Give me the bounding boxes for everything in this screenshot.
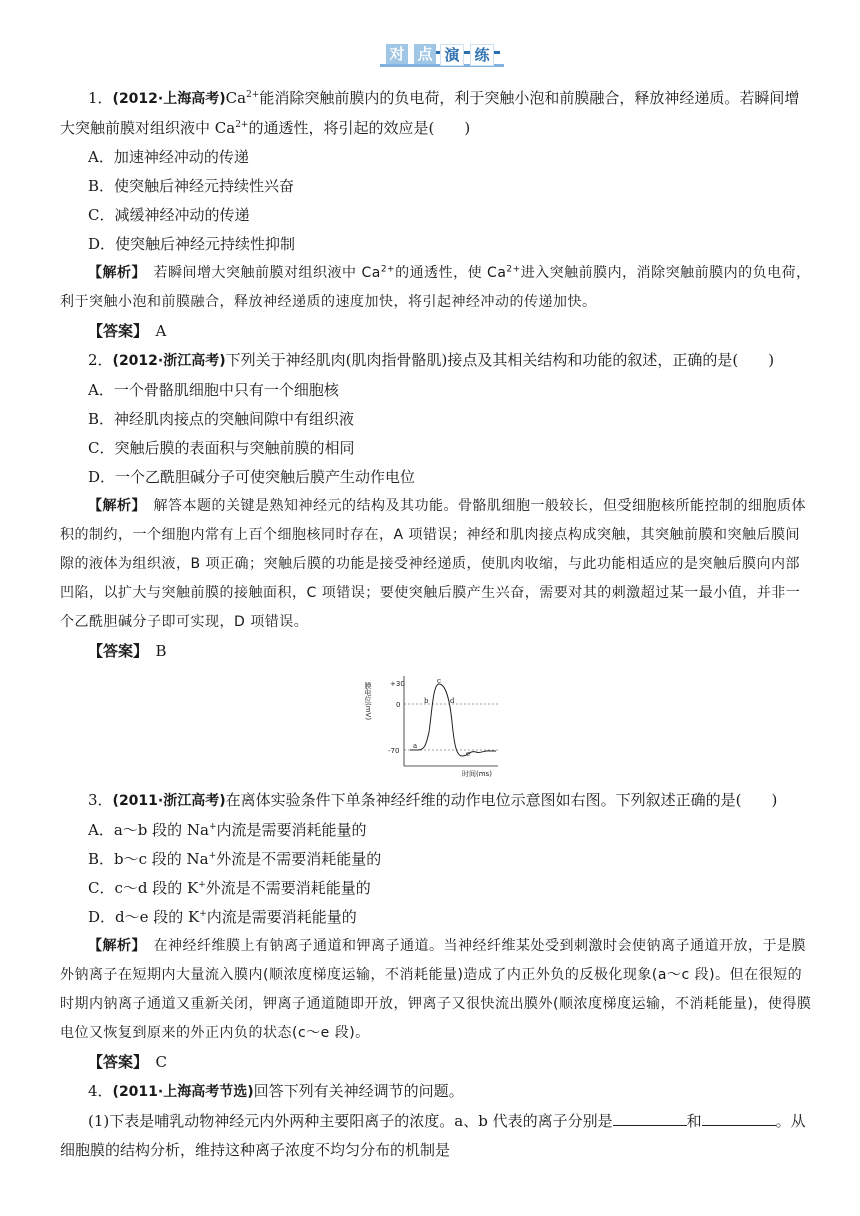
analysis-text: 在神经纤维膜上有钠离子通道和钾离子通道。当神经纤维某处受到刺激时会使钠离子通道开放，于是膜外钠离子在短期内大量流入膜内(顺浓度梯度运输，不消耗能量)造成了内正外负的反极化现象(a～c 段)。但在很短的时期内钠离子通道又重新关闭，钾离子通道随即开放，钾离子又很快流出膜外(顺浓度梯度运输，不消耗能量)，使得膜电位又恢复到原来的外正内负的状态(c～e 段)。 xyxy=(60,938,812,1041)
question-source: (2011·浙江高考) xyxy=(112,793,226,809)
point-label: e xyxy=(466,750,471,758)
option-b: B．使突触后神经元持续性兴奋 xyxy=(88,177,295,195)
answer-label: 【答案】 xyxy=(88,1053,141,1071)
stem-text: 和 xyxy=(686,1112,702,1130)
option-text: 内流是需要消耗能量的 xyxy=(216,821,367,839)
analysis-2 xyxy=(60,492,812,637)
superscript: 2+ xyxy=(380,264,396,275)
point-label: a xyxy=(413,742,418,750)
answer-3 xyxy=(60,1048,812,1077)
answer-value: B xyxy=(155,642,167,660)
answer-label: 【答案】 xyxy=(88,322,141,340)
banner-char: 演 xyxy=(440,44,464,66)
option-b xyxy=(60,845,812,874)
question-4-stem xyxy=(60,1077,812,1107)
stem-text: (1)下表是哺乳动物神经元内外两种主要阳离子的浓度。a、b 代表的离子分别是 xyxy=(88,1112,613,1130)
stem-text: 的通透性，将引起的效应是( ) xyxy=(248,119,471,137)
analysis-text: 若瞬间增大突触前膜对组织液中 Ca xyxy=(139,265,381,281)
analysis-label: 【解析】 xyxy=(88,498,139,514)
answer-value: A xyxy=(155,322,167,340)
tick-label: +30 xyxy=(390,680,405,688)
superscript: 2+ xyxy=(235,120,249,130)
answer-value: C xyxy=(155,1053,168,1071)
question-number: 4． xyxy=(88,1082,113,1100)
stem-text: 在离体实验条件下单条神经纤维的动作电位示意图如右图。下列叙述正确的是( ) xyxy=(225,791,778,809)
option-text: 内流是需要消耗能量的 xyxy=(206,908,357,926)
banner-char: 点 xyxy=(414,44,436,64)
question-source: (2012·上海高考) xyxy=(112,91,226,107)
superscript: + xyxy=(208,822,217,832)
stem-text: 能消除突触前膜内的负电荷，利于突触小泡和前膜融合，释放神经递质。若瞬间增大突触前膜对组织液中 Ca xyxy=(60,89,800,137)
point-label: c xyxy=(437,677,441,685)
banner-char: 对 xyxy=(386,44,408,64)
question-4-sub-1 xyxy=(60,1107,812,1165)
tick-label: -70 xyxy=(388,747,400,755)
answer-blank[interactable] xyxy=(613,1111,687,1126)
option-text: B．b～c 段的 Na xyxy=(88,850,209,868)
question-number: 3． xyxy=(88,791,113,809)
banner-dash xyxy=(494,51,500,54)
section-banner xyxy=(376,38,508,70)
stem-text: 。从细胞膜的结构分析，维持这种离子浓度不均匀分布的机制是 xyxy=(60,1112,806,1159)
answer-label: 【答案】 xyxy=(88,642,141,660)
analysis-label: 【解析】 xyxy=(88,938,139,954)
option-d: D．使突触后神经元持续性抑制 xyxy=(88,235,296,253)
option-c xyxy=(60,874,812,903)
option-text: C．c～d 段的 K xyxy=(88,879,199,897)
question-number: 2． xyxy=(88,351,113,369)
option-d: D．一个乙酰胆碱分子可使突触后膜产生动作电位 xyxy=(88,468,416,486)
option-text: A．a～b 段的 Na xyxy=(88,821,209,839)
banner-char: 练 xyxy=(470,44,494,66)
option-c: C．减缓神经冲动的传递 xyxy=(88,206,250,224)
question-2-stem xyxy=(60,346,812,376)
option-b: B．神经肌肉接点的突触间隙中有组织液 xyxy=(88,410,355,428)
stem-text: 回答下列有关神经调节的问题。 xyxy=(253,1082,464,1100)
point-label: d xyxy=(450,697,455,705)
option-c: C．突触后膜的表面积与突触前膜的相同 xyxy=(88,439,355,457)
superscript: + xyxy=(199,909,207,919)
superscript: 2+ xyxy=(246,90,260,100)
option-text: D．d～e 段的 K xyxy=(88,908,200,926)
stem-text: Ca xyxy=(225,89,247,107)
answer-blank[interactable] xyxy=(702,1111,776,1126)
superscript: + xyxy=(198,880,206,890)
y-axis-label: 膜电位(mV) xyxy=(364,682,372,721)
answer-1 xyxy=(60,317,812,346)
option-d xyxy=(60,903,812,932)
option-text: 外流是不需要消耗能量的 xyxy=(216,850,382,868)
answer-2 xyxy=(60,637,812,666)
analysis-1 xyxy=(60,259,812,317)
x-axis-label: 时间(ms) xyxy=(462,770,492,778)
option-a: A．一个骨骼肌细胞中只有一个细胞核 xyxy=(88,381,339,399)
superscript: 2+ xyxy=(506,264,521,275)
analysis-text: 解答本题的关键是熟知神经元的结构及其功能。骨骼肌细胞一般较长，但受细胞核所能控制的细胞质体积的制约，一个细胞内常有上百个细胞核同时存在，A 项错误；神经和肌肉接点构成突触，其突触前膜和突触后膜间隙的液体为组织液，B 项正确；突触后膜的功能是接受神经递质，使肌肉收缩，与此功能相适应的是突触后膜向内部凹陷，以扩大与突触前膜的接触面积，C 项错误；要使突触后膜产生兴奋，需要对其的刺激超过某一最小值，并非一个乙酰胆碱分子即可实现，D 项错误。 xyxy=(60,498,806,630)
document-body xyxy=(60,84,812,1165)
potential-curve xyxy=(410,684,496,756)
option-a: A．加速神经冲动的传递 xyxy=(88,148,249,166)
question-source: (2012·浙江高考) xyxy=(112,353,226,369)
action-potential-figure xyxy=(366,672,506,780)
question-1-stem xyxy=(60,84,812,143)
analysis-3 xyxy=(60,932,812,1048)
point-label: b xyxy=(424,697,429,705)
stem-text: 下列关于神经肌肉(肌肉指骨骼肌)接点及其相关结构和功能的叙述，正确的是( ) xyxy=(225,351,775,369)
option-text: 外流是不需要消耗能量的 xyxy=(205,879,371,897)
analysis-text: 的通透性，使 Ca xyxy=(395,265,507,281)
superscript: + xyxy=(208,851,217,861)
question-3-stem xyxy=(60,786,812,816)
question-number: 1． xyxy=(88,89,113,107)
question-source: (2011·上海高考节选) xyxy=(112,1084,254,1100)
tick-label: 0 xyxy=(396,701,401,709)
analysis-text: 进入突触前膜内，消除突触前膜内的负电荷，利于突触小泡和前膜融合，释放神经递质的速度加快，将引起神经冲动的传递加快。 xyxy=(60,265,811,310)
analysis-label: 【解析】 xyxy=(88,265,139,281)
option-a xyxy=(60,816,812,845)
